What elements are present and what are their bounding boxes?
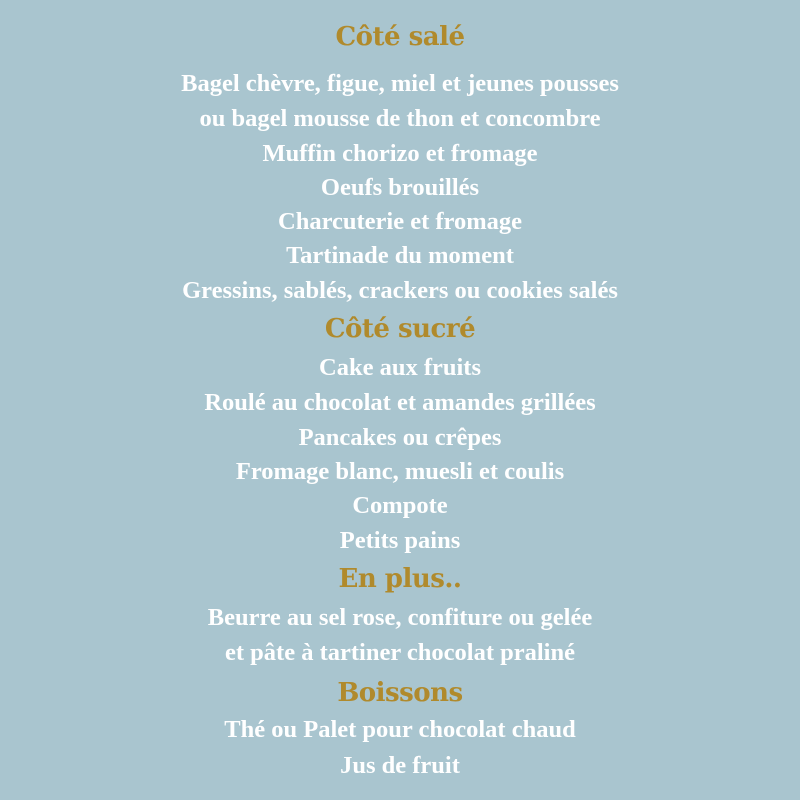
section-heading-boissons: Boissons <box>337 678 463 708</box>
menu-item: Petits pains <box>339 527 461 554</box>
menu-item: ou bagel mousse de thon et concombre <box>199 105 601 132</box>
menu-item: Muffin chorizo et fromage <box>262 140 538 167</box>
menu-item: Tartinade du moment <box>286 242 514 269</box>
section-heading-en-plus: En plus.. <box>338 564 462 594</box>
menu-item: Charcuterie et fromage <box>278 208 522 235</box>
menu-item: Roulé au chocolat et amandes grillées <box>204 389 596 416</box>
menu-item: Bagel chèvre, figue, miel et jeunes pousses <box>181 70 619 97</box>
section-heading-cote-sale: Côté salé <box>335 22 465 52</box>
menu-item: Compote <box>352 492 448 519</box>
section-heading-cote-sucre: Côté sucré <box>324 314 476 344</box>
menu-item: Cake aux fruits <box>319 354 481 381</box>
menu-item: Fromage blanc, muesli et coulis <box>235 458 565 485</box>
menu-item: Jus de fruit <box>340 752 460 779</box>
menu-item: Pancakes ou crêpes <box>298 424 502 451</box>
menu-item: et pâte à tartiner chocolat praliné <box>225 639 575 666</box>
menu-item: Oeufs brouillés <box>320 174 480 201</box>
menu-item: Gressins, sablés, crackers ou cookies salés <box>182 277 618 304</box>
menu-item: Beurre au sel rose, confiture ou gelée <box>207 604 593 631</box>
menu-item: Thé ou Palet pour chocolat chaud <box>224 716 576 743</box>
